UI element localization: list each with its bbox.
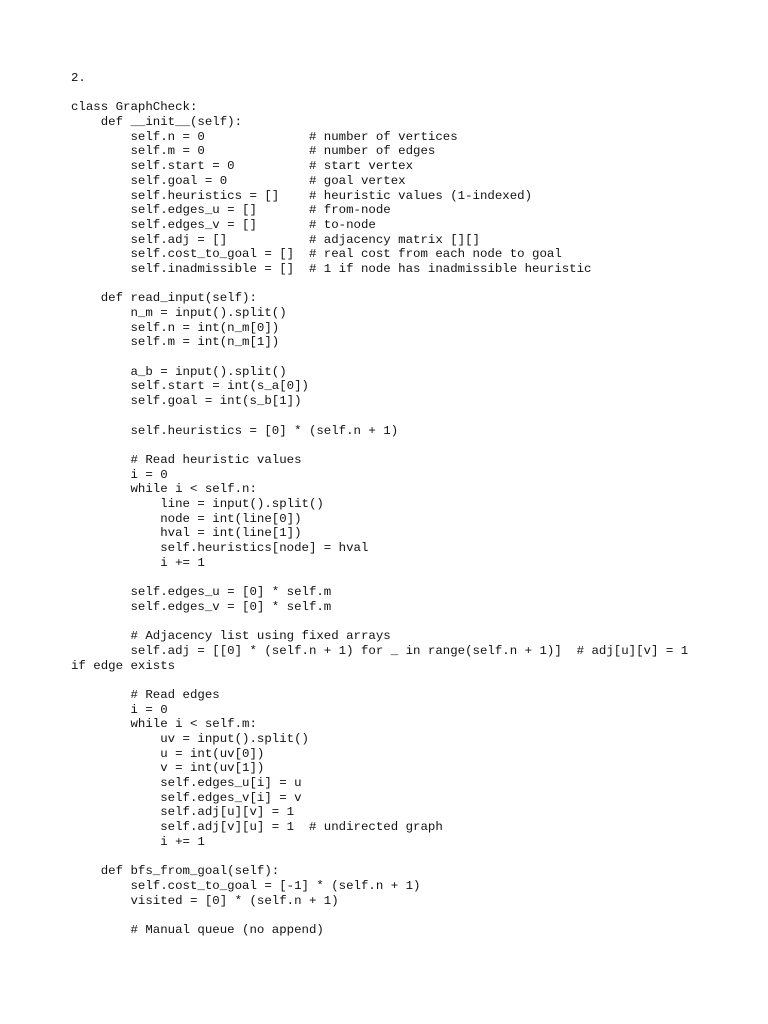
code-line: # Read edges [71,687,220,702]
code-line: if edge exists [71,658,176,673]
code-line: # Read heuristic values [71,452,302,467]
code-line: self.adj = [[0] * (self.n + 1) for _ in range(self.n + 1)] # adj[u][v] = 1 [71,643,689,658]
code-line: i = 0 [71,467,168,482]
code-line: # Adjacency list using fixed arrays [71,629,391,644]
code-line: self.cost_to_goal = [-1] * (self.n + 1) [71,878,421,893]
code-line: self.goal = 0 # goal vertex [71,173,406,188]
code-line: self.edges_u = [] # from-node [71,203,391,218]
code-line [71,350,688,365]
code-line [71,438,688,453]
code-line [71,673,688,688]
code-line: n_m = input().split() [71,306,287,320]
code-line: self.edges_u = [0] * self.m [71,585,332,600]
code-line: class GraphCheck: [71,100,198,115]
code-line: self.edges_v[i] = v [71,790,302,805]
code-line: self.n = 0 # number of vertices [71,129,458,144]
code-line: 2. [71,71,86,85]
code-line: self.adj = [] # adjacency matrix [][] [71,232,480,247]
code-line: i = 0 [71,702,168,717]
code-line: self.start = 0 # start vertex [71,159,414,174]
code-line: node = int(line[0]) [71,511,302,526]
code-line: self.goal = int(s_b[1]) [71,394,302,409]
code-line: self.adj[v][u] = 1 # undirected graph [71,820,443,835]
code-line: self.start = int(s_a[0]) [71,379,309,394]
code-line: self.edges_v = [0] * self.m [71,599,332,614]
code-line: self.heuristics = [0] * (self.n + 1) [71,423,399,438]
code-line: def bfs_from_goal(self): [71,864,280,879]
code-line: self.m = int(n_m[1]) [71,335,280,350]
code-line: def read_input(self): [71,291,257,306]
code-line: self.heuristics = [] # heuristic values (1-indexed) [71,188,533,203]
code-line [71,570,688,585]
code-line: v = int(uv[1]) [71,761,265,776]
code-line: # Manual queue (no append) [71,922,324,937]
code-line: self.inadmissible = [] # 1 if node has inadmissible heuristic [71,261,592,276]
code-line [71,409,688,424]
code-line: u = int(uv[0]) [71,746,265,761]
code-line [71,849,688,864]
code-line: self.adj[u][v] = 1 [71,805,295,820]
code-line: self.heuristics[node] = hval [71,541,369,555]
code-listing [71,71,688,938]
code-line: i += 1 [71,555,205,570]
code-line: line = input().split() [71,496,324,511]
code-line: self.m = 0 # number of edges [71,144,436,159]
code-line: while i < self.n: [71,482,257,497]
code-line: self.cost_to_goal = [] # real cost from each node to goal [71,247,562,262]
code-line: self.edges_v = [] # to-node [71,217,376,232]
code-line: while i < self.m: [71,717,257,732]
code-line: visited = [0] * (self.n + 1) [71,893,339,908]
code-line: self.edges_u[i] = u [71,776,302,790]
code-line: a_b = input().split() [71,364,287,379]
code-line [71,614,688,629]
code-line: def __init__(self): [71,115,243,130]
code-line: hval = int(line[1]) [71,526,302,541]
code-line: i += 1 [71,834,205,849]
code-line: self.n = int(n_m[0]) [71,320,280,335]
code-line: uv = input().split() [71,731,309,746]
code-line [71,908,688,923]
code-line [71,277,688,292]
code-line [71,86,688,101]
